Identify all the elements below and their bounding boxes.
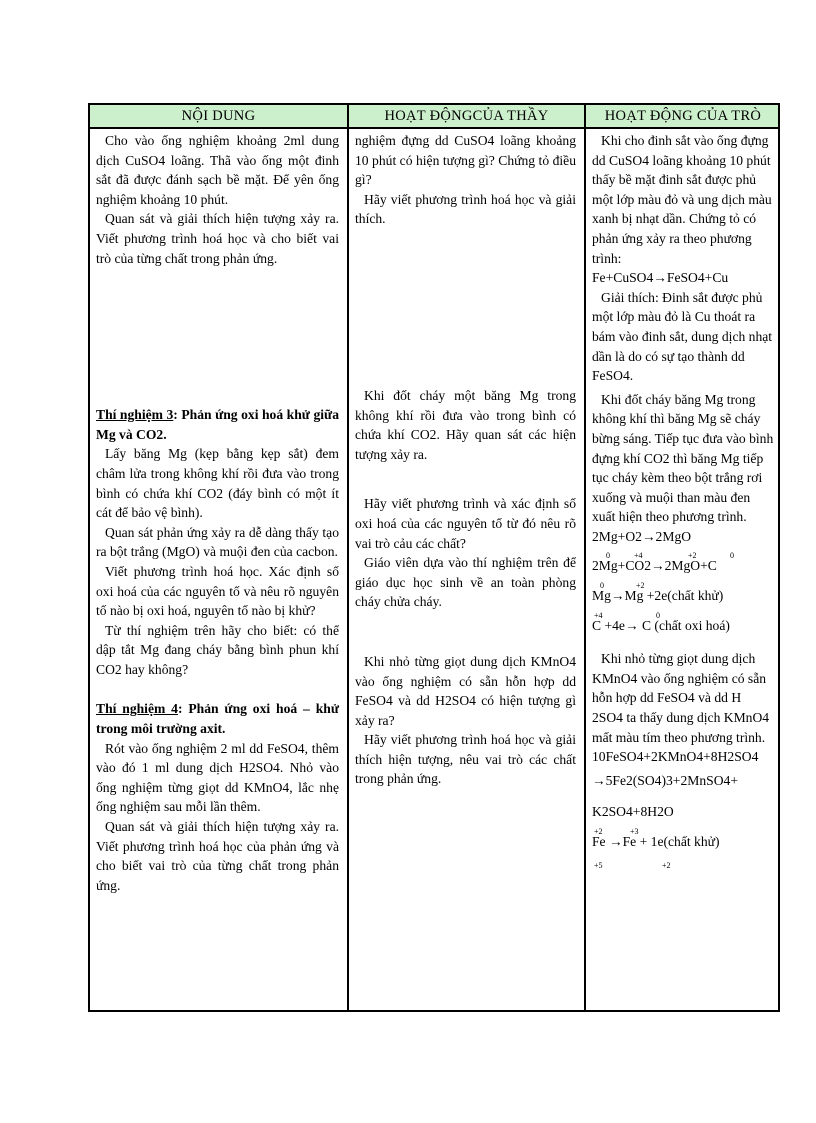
experiment-3-title: Thí nghiệm 3: Phản ứng oxi hoá khử giữa Mg và CO2. (96, 407, 339, 442)
experiment-4-label: Thí nghiệm 4 (96, 701, 178, 717)
student-para-3: Khi đốt cháy băng Mg trong không khí thì băng Mg sẽ cháy bừng sáng. Tiếp tục đưa vào bình đựng khí CO2 thì băng Mg tiếp tục cháy kèm theo bột trắng rơi xuống và muội than màu đen xuất hiện theo phương trình. (592, 391, 774, 525)
content-para-3: Lấy băng Mg (kẹp bằng kẹp sắt) đem châm lửa trong không khí rồi đưa vào trong bình có chứa khí CO2 (đáy bình có một ít cát để bảo vệ bình). (96, 446, 339, 521)
experiment-3-label: Thí nghiệm 3 (96, 407, 174, 423)
content-para-7: Rót vào ống nghiệm 2 ml dd FeSO4, thêm vào đó 1 ml dung dịch H2SO4. Nhỏ vào ống nghiệm từng giọt dd KMnO4, lắc nhẹ ống nghiệm sau mỗi lần thêm. (96, 740, 339, 815)
student-para-4: Khi nhỏ từng giọt dung dịch KMnO4 vào ống nghiệm có sẵn hỗn hợp dd FeSO4 và dd H 2SO4 ta thấy dung dịch KMnO4 mất màu tím theo phương trình. (592, 651, 770, 745)
header-student: HOẠT ĐỘNG CỦA TRÒ (604, 108, 762, 124)
student-para-1: Khi cho đinh sắt vào ống đựng dd CuSO4 loãng khoảng 10 phút thấy bề mặt đinh sắt được phủ một lớp màu đỏ và ung dịch màu xanh bị nhạt dần. Chứng tỏ có phản ứng xảy ra theo phương trình: (592, 133, 772, 266)
table-header-row (90, 105, 778, 129)
eq4-oxidation-states: 0 +2 (600, 581, 645, 591)
equation-mg-o2: 2Mg+O2→2MgO (592, 528, 692, 544)
eq7-oxidation-states: +2 +3 (594, 827, 639, 836)
content-para-4: Quan sát phản ứng xảy ra dễ dàng thấy tạo ra bột trắng (MgO) và muội đen của cacbon. (96, 524, 339, 560)
teacher-para-4: Hãy viết phương trình và xác định số oxi hoá của các nguyên tố từ đó nêu rõ vai trò cảu các chất? (355, 496, 576, 551)
equation-feso4-kmno4-part3: K2SO4+8H2O (592, 804, 674, 820)
teacher-para-2: Hãy viết phương trình hoá học và giải thích. (355, 191, 576, 227)
equation-fe-cuso4: Fe+CuSO4→FeSO4+Cu (592, 270, 729, 286)
content-para-2: Quan sát và giải thích hiện tượng xảy ra. Viết phương trình hoá học và cho biết vai trò của từng chất trong phản ứng. (96, 211, 339, 266)
teacher-para-5: Giáo viên dựa vào thí nghiệm trên để giáo dục học sinh về an toàn phòng cháy chửa cháy. (355, 555, 576, 610)
column-divider-1 (347, 105, 349, 1010)
content-para-6: Từ thí nghiệm trên hãy cho biết: có thể dập tắt Mg đang cháy bằng bình phun khí CO2 hay không? (96, 622, 339, 677)
equation-feso4-kmno4-part1: 10FeSO4+2KMnO4+8H2SO4 (592, 749, 759, 765)
lesson-table (88, 103, 780, 1012)
content-column (96, 131, 339, 895)
student-column (592, 131, 774, 870)
teacher-para-1: nghiệm đựng dd CuSO4 loãng khoảng 10 phút có hiện tượng gì? Chứng tỏ điều gì? (355, 133, 576, 188)
teacher-para-7: Hãy viết phương trình hoá học và giải thích hiện tượng, nêu vai trò các chất trong phản ứng. (355, 732, 576, 787)
content-para-1: Cho vào ống nghiệm khoảng 2ml dung dịch CuSO4 loãng. Thã vào ống một đinh sắt đã được đánh sạch bề mặt. Để yên ống nghiệm khoảng 10 phút. (96, 133, 339, 207)
header-content: NỘI DUNG (181, 108, 256, 124)
experiment-4-title: Thí nghiệm 4: Phản ứng oxi hoá – khử trong môi trường axit. (96, 701, 339, 737)
eq3-oxidation-states: 0 +4 +2 0 (606, 551, 734, 561)
half-reaction-fe: Fe →Fe + 1e(chất khử) (592, 834, 720, 849)
content-para-8: Quan sát và giải thích hiện tượng xảy ra. Viết phương trình hoá học của phản ứng và cho biết vai trò của từng chất trong phản ứng. (96, 819, 339, 893)
teacher-para-3: Khi đốt cháy một băng Mg trong không khí rồi đưa vào trong bình có chứa khí CO2. Hãy quan sát các hiện tượng xảy ra. (355, 387, 576, 462)
column-divider-2 (584, 105, 586, 1010)
equation-mg-co2: 2Mg+CO2→2MgO+C (592, 558, 717, 574)
equation-feso4-kmno4-part2: →5Fe2(SO4)3+2MnSO4+ (592, 772, 738, 788)
teacher-para-6: Khi nhỏ từng giọt dung dịch KMnO4 vào ống nghiệm có sẵn hỗn hợp dd FeSO4 và dd H2SO4 có hiện tượng gì xảy ra? (355, 653, 576, 728)
half-reaction-mg: Mg→Mg +2e(chất khử) (592, 588, 724, 604)
student-para-2: Giải thích: Đinh sắt được phủ một lớp màu đỏ là Cu thoát ra bám vào đinh sắt, dung dịch nhạt dần là do có sự tạo thành dd FeSO4. (592, 289, 773, 384)
content-para-5: Viết phương trình hoá học. Xác định số oxi hoá của các nguyên tố và nêu rõ nguyên tố nào bị oxi hoá, nguyên tố nào bị khử? (96, 563, 339, 619)
half-reaction-c: C +4e→ C (chất oxi hoá) (592, 617, 730, 633)
header-teacher: HOẠT ĐỘNGCỦA THẦY (384, 108, 549, 124)
eq8-oxidation-states: +5 +2 (594, 860, 671, 870)
teacher-column (355, 131, 576, 789)
eq5-oxidation-states: +4 0 (594, 610, 660, 620)
